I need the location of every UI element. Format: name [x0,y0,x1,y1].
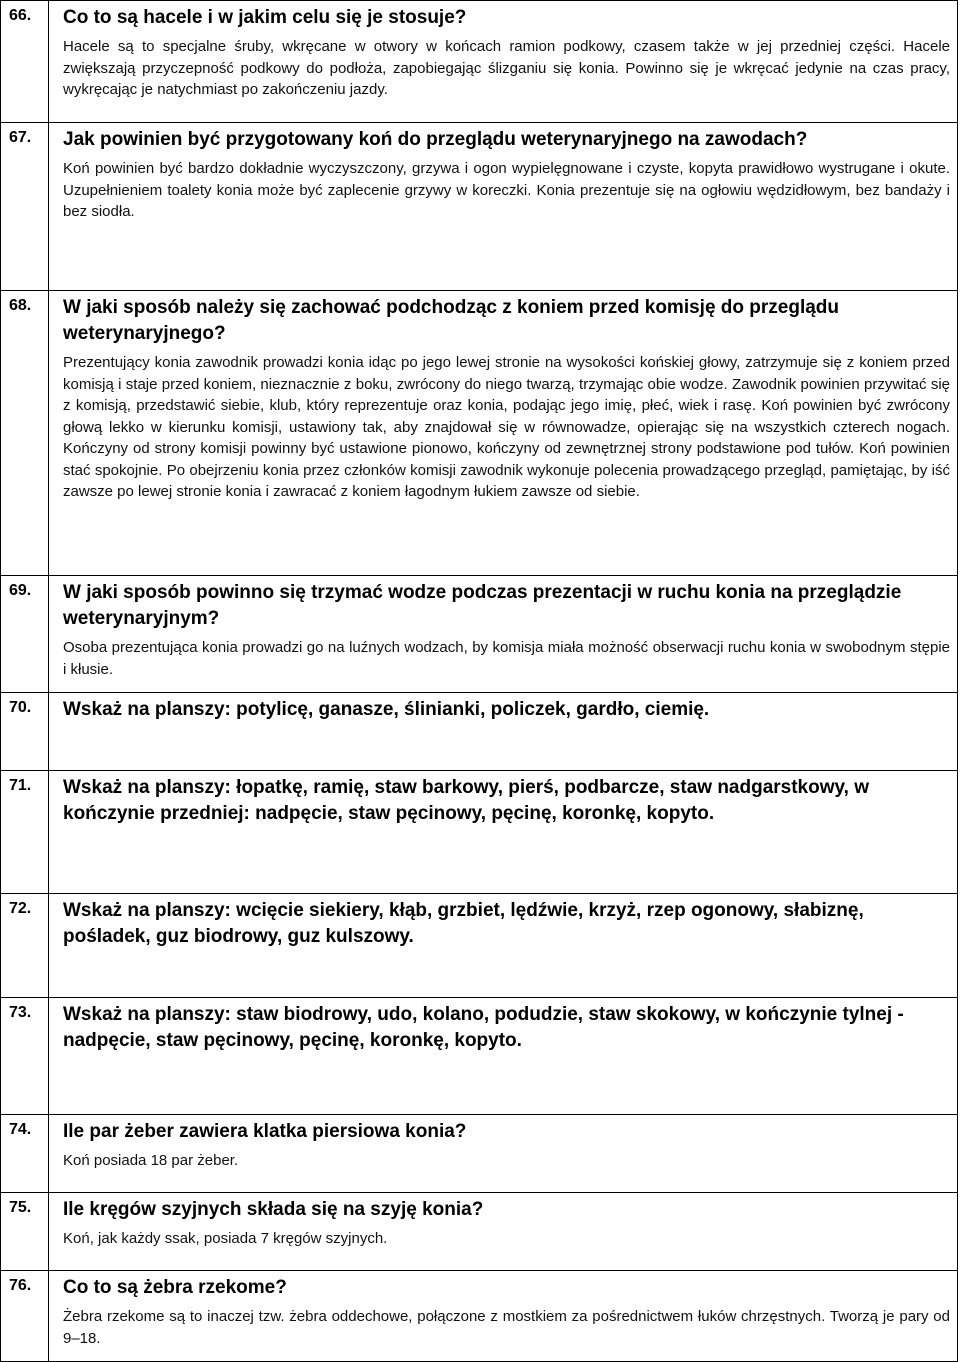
qa-cell [63,775,950,827]
qa-cell [63,1197,950,1250]
qa-cell [63,1002,950,1054]
row-divider [0,1114,958,1115]
question-text: Ile par żeber zawiera klatka piersiowa konia? [63,1121,467,1142]
question-number: 66. [0,0,49,122]
qa-cell [63,697,950,723]
row-divider [0,122,958,123]
question-text: W jaki sposób należy się zachować podchodząc z koniem przed komisję do przeglądu weterynaryjnego? [63,297,840,344]
answer-text: Koń powinien być bardzo dokładnie wyczyszczony, grzywa i ogon wypielęgnowane i czyste, kopyta prawidłowo wystrugane i okute. Uzupełnieniem toalety konia może być zaplecenie grzywy w koreczki. Konia prezentuje się na ogłowiu wędzidłowym, bez bandaży i bez siodła. [63,160,950,220]
question-text: Wskaż na planszy: staw biodrowy, udo, kolano, podudzie, staw skokowy, w kończynie tylnej - nadpęcie, staw pęcinowy, pęcinę, koronkę, kopyto. [63,1004,904,1051]
question-number: 71. [0,770,49,893]
question-number: 68. [0,290,49,575]
question-number: 73. [0,997,49,1114]
question-number: 72. [0,893,49,997]
question-text: Wskaż na planszy: wcięcie siekiery, kłąb, grzbiet, lędźwie, krzyż, rzep ogonowy, słabiznę, pośladek, guz biodrowy, guz kulszowy. [63,900,864,947]
qa-cell [63,127,950,223]
table-row [0,575,958,692]
question-text: Co to są hacele i w jakim celu się je stosuje? [63,7,467,28]
table-row [0,1114,958,1192]
qa-cell [63,898,950,950]
question-text: Ile kręgów szyjnych składa się na szyję konia? [63,1199,484,1220]
question-number: 74. [0,1114,49,1192]
table-row [0,770,958,893]
question-text: Wskaż na planszy: potylicę, ganasze, ślinianki, policzek, gardło, ciemię. [63,699,710,720]
question-number: 67. [0,122,49,290]
qa-cell [63,5,950,101]
table-row [0,1270,958,1362]
table-row [0,1192,958,1270]
row-divider [0,770,958,771]
question-number: 69. [0,575,49,692]
question-number: 75. [0,1192,49,1270]
table-row [0,122,958,290]
row-divider [0,893,958,894]
row-divider [0,290,958,291]
question-text: W jaki sposób powinno się trzymać wodze podczas prezentacji w ruchu konia na przeglądzie weterynaryjnym? [63,582,902,629]
qa-cell [63,1275,950,1349]
row-divider [0,997,958,998]
qa-cell [63,580,950,680]
row-divider [0,1270,958,1271]
question-number: 76. [0,1270,49,1362]
answer-text: Koń, jak każdy ssak, posiada 7 kręgów szyjnych. [63,1230,388,1247]
table-row [0,692,958,770]
row-divider [0,0,958,1]
row-divider [0,575,958,576]
answer-text: Hacele są to specjalne śruby, wkręcane w otwory w końcach ramion podkowy, czasem także w jej przedniej części. Hacele zwiększają przyczepność podkowy do podłoża, zapobiegając ślizganiu się konia. Powinno się je wkręcać jedynie na czas pracy, wykręcając je natychmiast po zakończeniu jazdy. [63,38,950,98]
answer-text: Żebra rzekome są to inaczej tzw. żebra oddechowe, połączone z mostkiem za pośrednictwem łuków chrzęstnych. Tworzą je pary od 9–18. [63,1308,950,1347]
answer-text: Prezentujący konia zawodnik prowadzi konia idąc po jego lewej stronie na wysokości końskiej głowy, zatrzymuje się z koniem przed komisją i staje przed koniem, nieznacznie z boku, zwrócony do niego twarzą, trzymając obie wodze. Zawodnik powinien przywitać się z komisją, przedstawić siebie, klub, który reprezentuje oraz konia, podając jego imię, płeć, wiek i rasę. Koń powinien być zwrócony głową lekko w kierunku komisji, ustawiony tak, aby znajdował się w równowadze, opierając się na wszystkich czterech nogach. Kończyny od strony komisji powinny być ustawione pionowo, kończyny od zewnętrznej strony podstawione pod tułów. Koń powinien stać spokojnie. Po obejrzeniu konia przez członków komisji zawodnik wykonuje polecenia prowadzącego przegląd, pamiętając, by iść zawsze po lewej stronie konia i zawracać z koniem łagodnym łukiem zawsze od siebie. [63,354,950,500]
row-divider [0,1192,958,1193]
table-row [0,290,958,575]
qa-cell [63,295,950,503]
answer-text: Koń posiada 18 par żeber. [63,1152,239,1169]
question-number: 70. [0,692,49,770]
table-row [0,997,958,1114]
question-text: Jak powinien być przygotowany koń do przeglądu weterynaryjnego na zawodach? [63,129,808,150]
question-text: Wskaż na planszy: łopatkę, ramię, staw barkowy, pierś, podbarcze, staw nadgarstkowy, w kończynie przedniej: nadpęcie, staw pęcinowy, pęcinę, koronkę, kopyto. [63,777,869,824]
question-text: Co to są żebra rzekome? [63,1277,287,1298]
qa-cell [63,1119,950,1172]
answer-text: Osoba prezentująca konia prowadzi go na luźnych wodzach, by komisja miała możność obserwacji ruchu konia w swobodnym stępie i kłusie. [63,639,950,678]
row-divider [0,692,958,693]
table-row [0,893,958,997]
table-row [0,0,958,122]
